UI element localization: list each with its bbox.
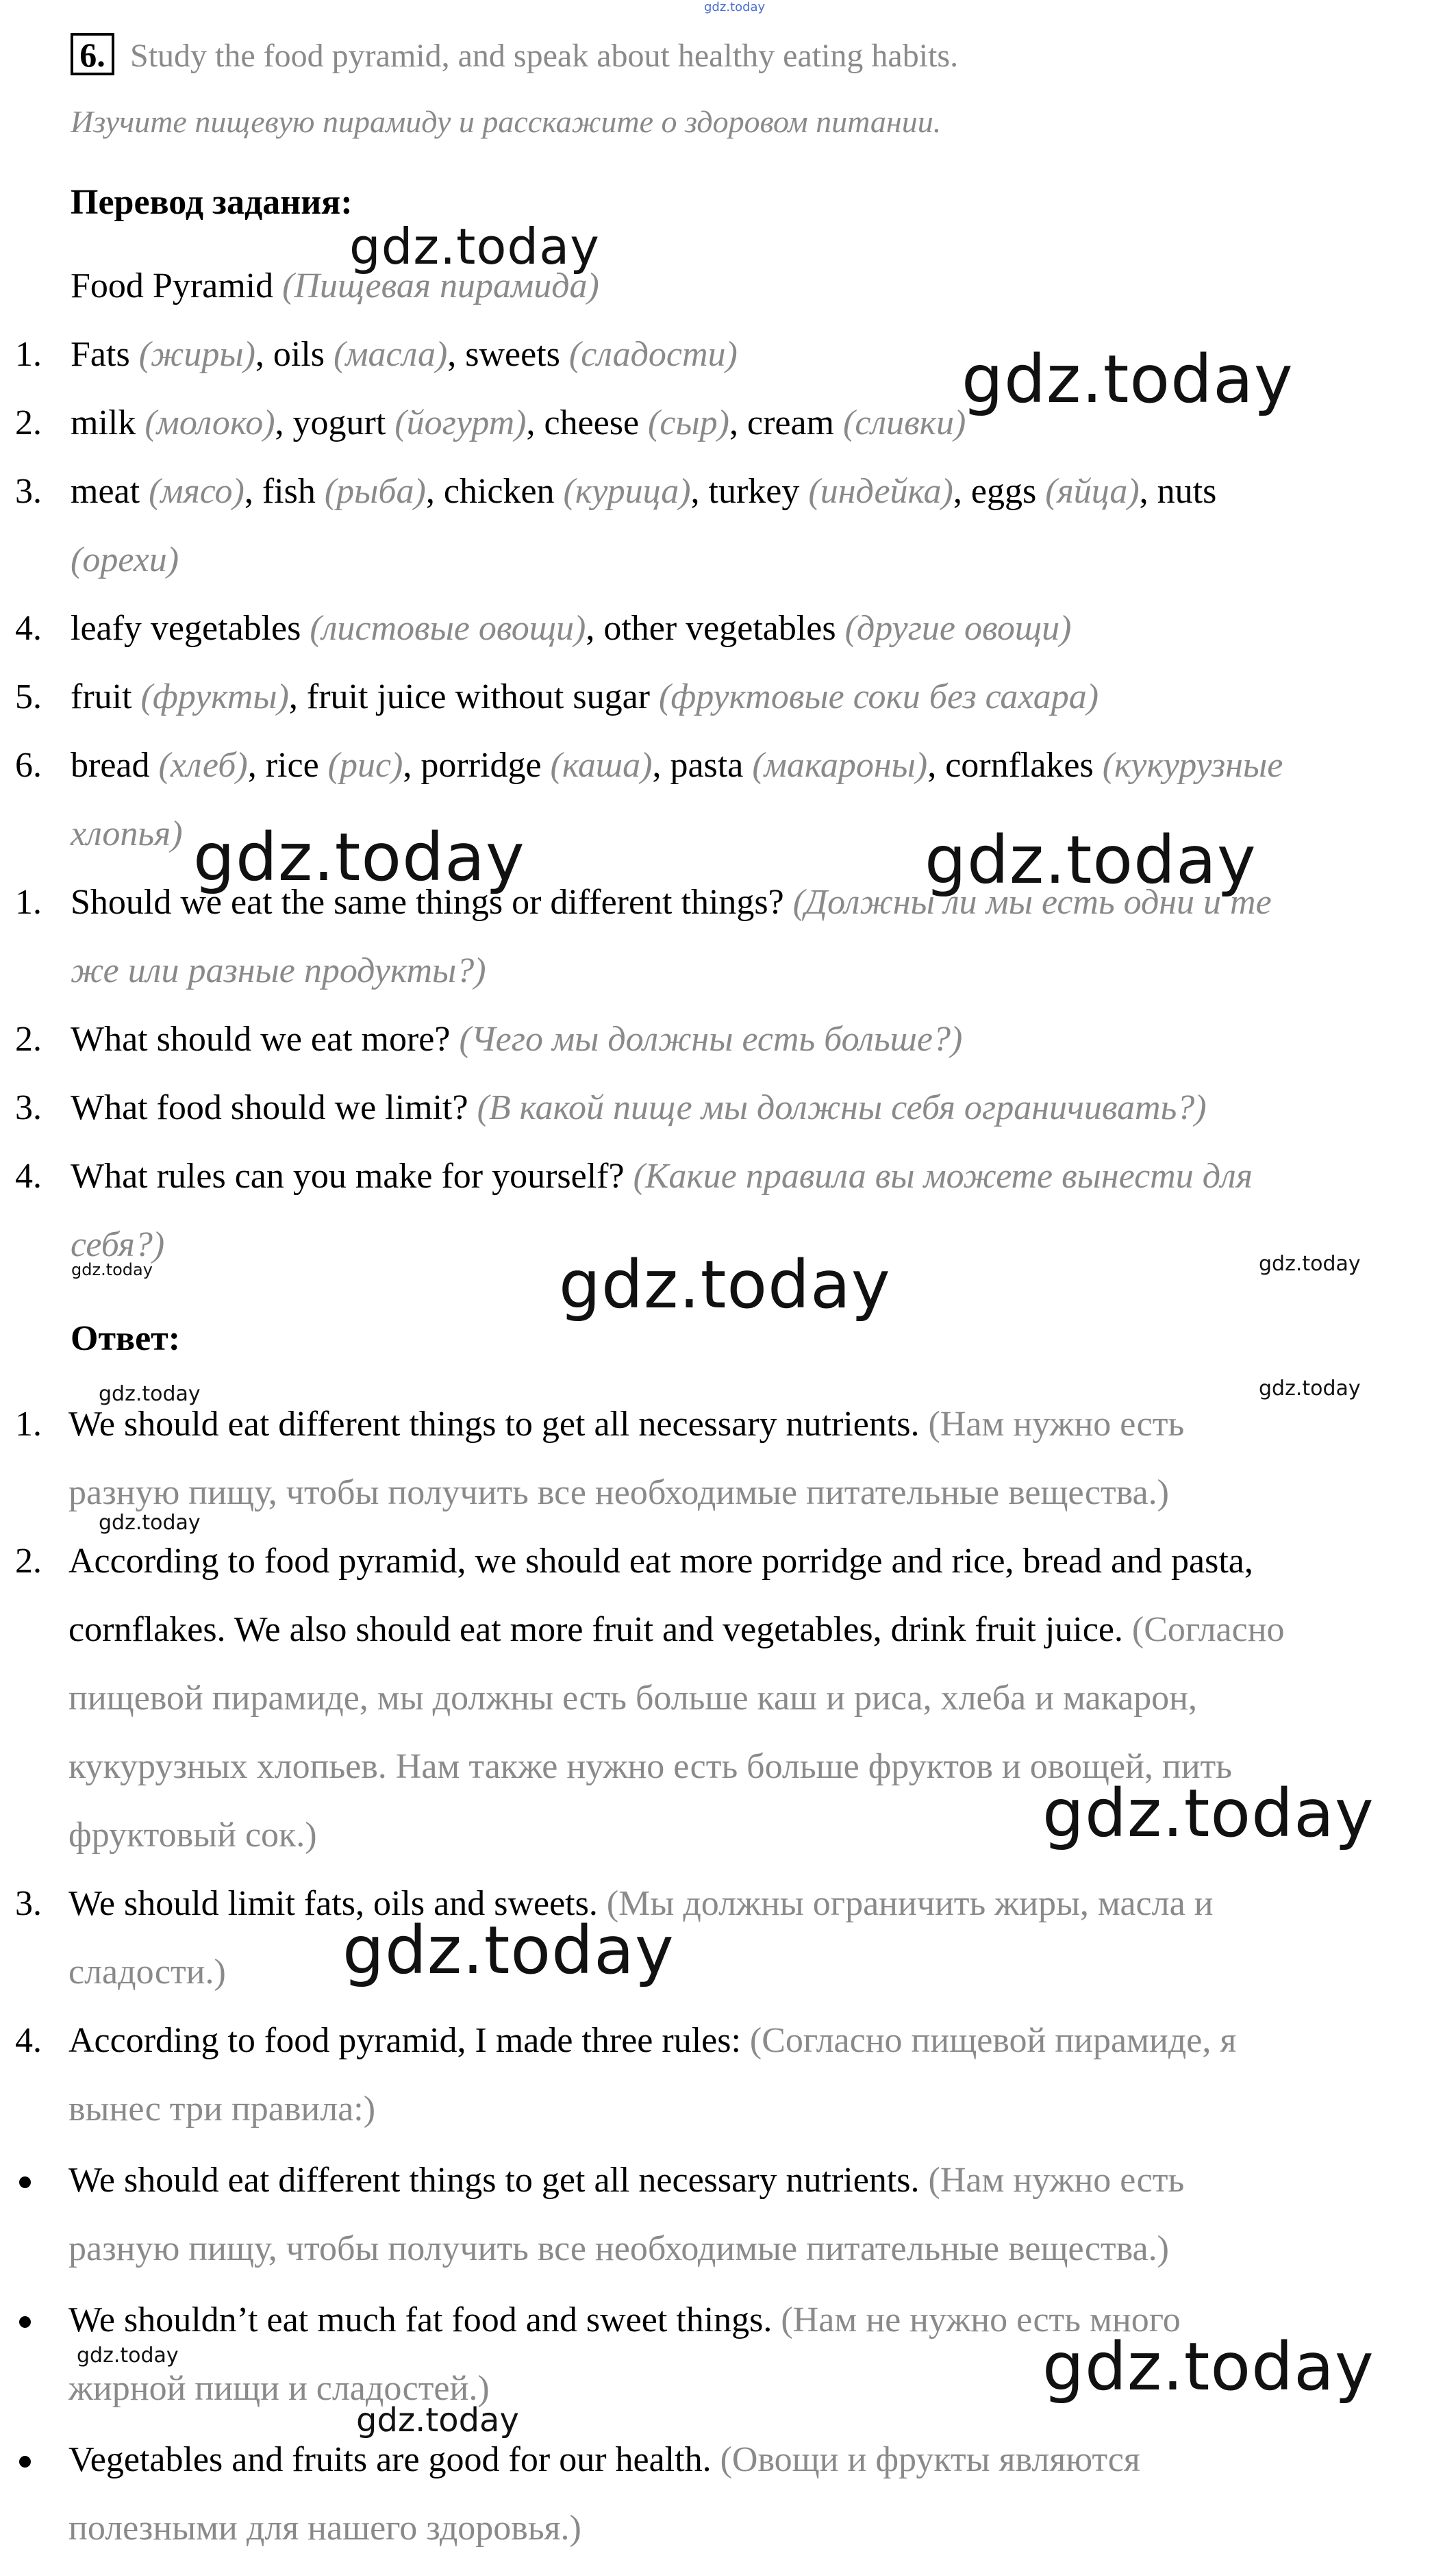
text-ru: (мясо) <box>149 472 244 511</box>
text-en: , pasta <box>652 746 753 785</box>
text-ru: хлопья) <box>71 814 183 853</box>
pyramid-level <box>71 403 966 444</box>
item-number: 5. <box>15 677 42 716</box>
watermark-tiny: gdz.today <box>704 0 766 14</box>
text-en: milk <box>71 403 145 442</box>
item-number: 2. <box>15 403 42 442</box>
item-number: 4. <box>15 609 42 648</box>
text-en: , sweets <box>447 335 569 374</box>
bullet-icon <box>19 2176 31 2188</box>
text-ru: (Овощи и фрукты являются <box>720 2440 1140 2479</box>
text-ru: полезными для нашего здоровья.) <box>68 2509 581 2548</box>
watermark: gdz.today <box>71 1260 153 1279</box>
text-en: cornflakes. We also should eat more fruit and vegetables, drink fruit juice. <box>68 1610 1132 1649</box>
text-ru: (сладости) <box>568 335 738 374</box>
pyramid-level <box>71 471 1216 512</box>
bullet-icon <box>19 2316 31 2328</box>
text-ru: (Нам не нужно есть много <box>781 2300 1181 2339</box>
text-ru: (Нам нужно есть <box>928 2161 1185 2200</box>
watermark: gdz.today <box>77 2344 179 2368</box>
text-en: , rice <box>247 746 328 785</box>
text-ru: кукурузных хлопьев. Нам также нужно есть больше фруктов и овощей, пить <box>68 1747 1232 1786</box>
text-ru: (молоко) <box>145 403 275 442</box>
answer-item-cont <box>68 1815 317 1856</box>
answer-heading: Ответ: <box>71 1319 181 1358</box>
text-en: bread <box>71 746 159 785</box>
text-en: According to food pyramid, we should eat more porridge and rice, bread and pasta, <box>68 1542 1253 1581</box>
pyramid-level <box>71 334 738 375</box>
task-instruction-en: Study the food pyramid, and speak about healthy eating habits. <box>130 38 959 74</box>
answer-item-cont <box>68 1678 1197 1719</box>
text-en: , turkey <box>690 472 809 511</box>
text-en: What rules can you make for yourself? <box>71 1157 633 1196</box>
text-en: , porridge <box>403 746 551 785</box>
rule-item <box>68 2300 1181 2341</box>
text-ru: (рыба) <box>324 472 426 511</box>
item-number: 1. <box>15 335 42 374</box>
pyramid-level <box>71 608 1071 649</box>
watermark: gdz.today <box>1259 1377 1361 1401</box>
watermark: gdz.today <box>925 822 1257 899</box>
rule-item <box>68 2439 1140 2481</box>
item-number: 3. <box>15 472 42 511</box>
item-number: 3. <box>15 1088 42 1127</box>
text-ru: сладости.) <box>68 1953 226 1992</box>
text-ru: (макароны) <box>752 746 928 785</box>
item-number: 1. <box>15 883 42 922</box>
answer-item <box>68 1541 1253 1582</box>
item-number: 6. <box>15 746 42 785</box>
text-en: , cheese <box>526 403 649 442</box>
text-ru: (Согласно пищевой пирамиде, я <box>749 2021 1237 2060</box>
text-en: Vegetables and fruits are good for our health. <box>68 2440 720 2479</box>
answer-item-cont <box>68 1472 1169 1514</box>
text-en: We should eat different things to get all necessary nutrients. <box>68 1405 929 1444</box>
text-ru: (сыр) <box>648 403 729 442</box>
pyramid-level <box>71 745 1283 786</box>
text-en: We should eat different things to get all necessary nutrients. <box>68 2161 929 2200</box>
text-ru: (орехи) <box>71 540 179 579</box>
text-ru: (Какие правила вы можете вынести для <box>633 1157 1253 1196</box>
text-ru: себя?) <box>71 1225 165 1264</box>
text-en: , eggs <box>953 472 1046 511</box>
text-en: We shouldn’t eat much fat food and sweet things. <box>68 2300 781 2339</box>
text-en: , chicken <box>425 472 564 511</box>
question-item <box>71 1088 1207 1129</box>
answer-item-cont <box>68 2089 375 2130</box>
text-ru: (рис) <box>327 746 403 785</box>
text-en: fruit <box>71 677 141 716</box>
text-ru: (Чего мы должны есть больше?) <box>459 1020 963 1059</box>
text-ru: фруктовый сок.) <box>68 1816 317 1855</box>
answer-item <box>68 1404 1184 1445</box>
text-ru: разную пищу, чтобы получить все необходимые питательные вещества.) <box>68 2229 1169 2268</box>
question-item <box>71 1156 1253 1197</box>
item-number: 3. <box>15 1884 42 1923</box>
watermark: gdz.today <box>1042 2329 1375 2405</box>
text-en: , oils <box>255 335 334 374</box>
watermark: gdz.today <box>342 1912 675 1989</box>
item-number: 4. <box>15 2021 42 2060</box>
item-number: 1. <box>15 1405 42 1444</box>
pyramid-level-cont <box>71 814 183 855</box>
text-ru: (Мы должны ограничить жиры, масла и <box>606 1884 1214 1923</box>
text-ru: же или разные продукты?) <box>71 951 486 990</box>
text-ru: (листовые овощи) <box>310 609 586 648</box>
rule-item-cont <box>68 2229 1169 2270</box>
text-ru: пищевой пирамиде, мы должны есть больше каш и риса, хлеба и макарон, <box>68 1679 1197 1718</box>
watermark: gdz.today <box>1042 1775 1375 1852</box>
watermark: gdz.today <box>99 1511 201 1535</box>
text-en: , cream <box>729 403 843 442</box>
text-en: , other vegetables <box>586 609 845 648</box>
rule-item-cont <box>68 2508 581 2549</box>
text-ru: вынес три правила:) <box>68 2090 376 2129</box>
text-ru: разную пищу, чтобы получить все необходимые питательные вещества.) <box>68 1473 1169 1512</box>
text-en: What should we eat more? <box>71 1020 460 1059</box>
text-ru: (хлеб) <box>158 746 248 785</box>
text-ru: (яйца) <box>1045 472 1140 511</box>
text-ru: (Согласно <box>1131 1610 1285 1649</box>
pyramid-title-ru: (Пищевая пирамида) <box>282 266 599 305</box>
text-en: , nuts <box>1139 472 1217 511</box>
watermark: gdz.today <box>962 341 1294 418</box>
text-en: What food should we limit? <box>71 1088 477 1127</box>
text-en: We should limit fats, oils and sweets. <box>68 1884 607 1923</box>
task-instruction-ru: Изучите пищевую пирамиду и расскажите о здоровом питании. <box>71 104 942 139</box>
text-ru: жирной пищи и сладостей.) <box>68 2369 490 2408</box>
bullet-icon <box>19 2456 31 2468</box>
watermark: gdz.today <box>193 819 525 896</box>
text-en: leafy vegetables <box>71 609 310 648</box>
watermark: gdz.today <box>356 2401 519 2439</box>
item-number: 2. <box>15 1020 42 1059</box>
answer-item-cont <box>68 1609 1285 1651</box>
text-ru: (кукурузные <box>1102 746 1283 785</box>
watermark: gdz.today <box>559 1246 891 1323</box>
text-en: Fats <box>71 335 139 374</box>
text-en: Should we eat the same things or different things? <box>71 883 793 922</box>
text-en: According to food pyramid, I made three rules: <box>68 2021 750 2060</box>
text-en: , yogurt <box>275 403 395 442</box>
question-item-cont <box>71 951 486 992</box>
rule-item <box>68 2160 1184 2201</box>
pyramid-level <box>71 677 1099 718</box>
text-ru: (Нам нужно есть <box>928 1405 1185 1444</box>
text-ru: (фрукты) <box>140 677 289 716</box>
task-number-box: 6. <box>71 33 114 75</box>
text-ru: (йогурт) <box>394 403 527 442</box>
text-ru: (жиры) <box>138 335 255 374</box>
text-en: , fruit juice without sugar <box>288 677 659 716</box>
text-ru: (каша) <box>550 746 653 785</box>
answer-item-cont <box>68 1952 226 1993</box>
watermark: gdz.today <box>99 1382 201 1406</box>
text-ru: (сливки) <box>843 403 966 442</box>
text-ru: (масла) <box>334 335 448 374</box>
text-ru: (курица) <box>563 472 691 511</box>
text-en: , cornflakes <box>927 746 1103 785</box>
translation-heading: Перевод задания: <box>71 183 353 222</box>
item-number: 4. <box>15 1157 42 1196</box>
text-ru: (фруктовые соки без сахара) <box>659 677 1099 716</box>
pyramid-title-en: Food Pyramid <box>71 266 274 305</box>
text-ru: (В какой пище мы должны себя ограничивать?) <box>477 1088 1207 1127</box>
text-en: meat <box>71 472 149 511</box>
text-en: , fish <box>244 472 325 511</box>
answer-item <box>68 2020 1236 2061</box>
watermark: gdz.today <box>1259 1252 1361 1276</box>
item-number: 2. <box>15 1542 42 1581</box>
text-ru: (Должны ли мы есть одни и те <box>792 883 1272 922</box>
text-ru: (другие овощи) <box>844 609 1072 648</box>
text-ru: (индейка) <box>808 472 953 511</box>
question-item-cont <box>71 1225 164 1266</box>
watermark: gdz.today <box>349 218 600 275</box>
pyramid-level-cont <box>71 540 179 581</box>
question-item <box>71 1019 962 1060</box>
